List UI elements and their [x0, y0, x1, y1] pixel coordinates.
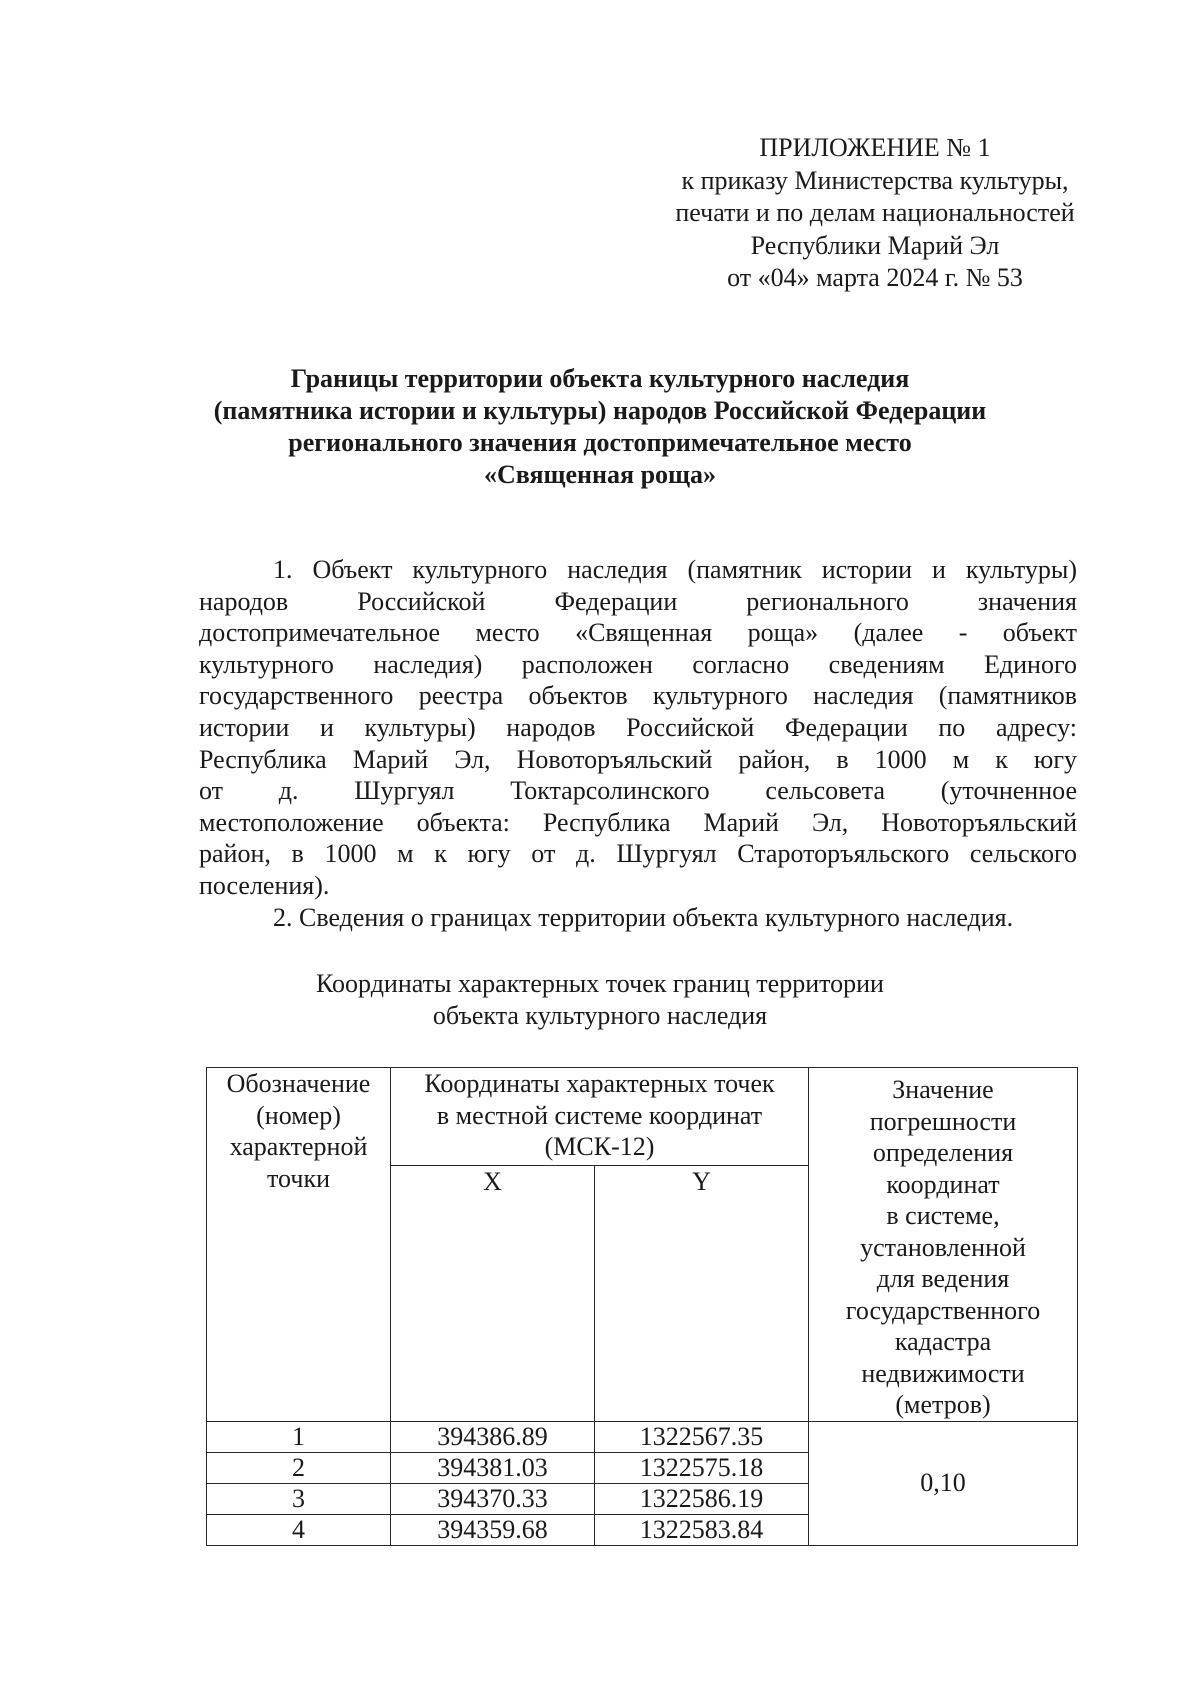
header-x: X: [391, 1165, 595, 1421]
table-caption: [250, 968, 950, 1032]
header-accuracy-line: (метров): [895, 1390, 991, 1419]
paragraph-2: 2. Сведения о границах территории объекта культурного наследия.: [273, 902, 1014, 932]
title-line: Границы территории объекта культурного наследия: [290, 364, 910, 393]
appendix-header: [640, 132, 1110, 295]
paragraph-1-line: поселения).: [199, 870, 330, 900]
paragraph-1-line: 1. Объект культурного наследия (памятник истории и культуры): [273, 555, 1077, 584]
header-accuracy: [809, 1068, 1078, 1422]
paragraph-1-line: достопримечательное место «Священная роща» (далее - объект: [199, 618, 1077, 648]
header-accuracy-line: координат: [886, 1169, 1000, 1199]
table-row: [207, 1421, 1078, 1452]
cell-point: 2: [207, 1452, 391, 1483]
cell-x: 394359.68: [391, 1514, 595, 1545]
paragraph-1-line: местоположение объекта: Республика Марий Эл, Новоторъяльский: [199, 807, 1077, 837]
cell-y: 1322567.35: [595, 1421, 809, 1452]
paragraph-1-line: истории и культуры) народов Российской Федерации по адресу:: [199, 712, 1077, 742]
header-accuracy-line: для ведения: [876, 1264, 1010, 1293]
header-accuracy-line: определения: [872, 1138, 1014, 1167]
appendix-order-line: к приказу Министерства культуры,: [681, 165, 1069, 195]
cell-point: 1: [207, 1421, 391, 1452]
header-coordinates-line: (МСК-12): [544, 1132, 655, 1161]
header-coordinates-line: Координаты характерных точек: [424, 1069, 775, 1098]
cell-y: 1322575.18: [595, 1452, 809, 1483]
document-title: [150, 363, 1050, 491]
paragraph-1-line: от д. Шургуял Токтарсолинского сельсовета (уточненное: [199, 776, 1077, 806]
title-line: регионального значения достопримечательное место: [288, 428, 912, 457]
cell-point: 4: [207, 1514, 391, 1545]
header-accuracy-line: Значение: [892, 1075, 994, 1104]
header-point-line: Обозначение: [226, 1069, 371, 1098]
header-point: [207, 1068, 391, 1422]
paragraph-1-line: государственного реестра объектов культурного наследия (памятников: [199, 681, 1077, 711]
appendix-number: ПРИЛОЖЕНИЕ № 1: [759, 133, 991, 162]
header-accuracy-line: государственного: [845, 1295, 1041, 1325]
paragraph-1-line: культурного наследия) расположен согласно сведениям Единого: [199, 649, 1077, 679]
header-point-line: точки: [267, 1163, 330, 1193]
header-accuracy-line: кадастра: [894, 1327, 992, 1356]
cell-x: 394381.03: [391, 1452, 595, 1483]
table-caption-line: объекта культурного наследия: [432, 1001, 768, 1030]
body-text: [199, 554, 1077, 933]
appendix-date-line: от «04» марта 2024 г. № 53: [727, 263, 1023, 292]
paragraph-1-line: район, в 1000 м к югу от д. Шургуял Староторъяльского сельского: [199, 839, 1077, 869]
header-accuracy-line: погрешности: [869, 1106, 1017, 1136]
title-line: «Священная роща»: [484, 460, 716, 489]
header-point-line: (номер): [256, 1100, 341, 1130]
cell-y: 1322586.19: [595, 1483, 809, 1514]
paragraph-1-line: народов Российской Федерации регионального значения: [199, 586, 1077, 616]
header-coordinates-line: в местной системе координат: [436, 1100, 763, 1130]
paragraph-1-line: Республика Марий Эл, Новоторъяльский район, в 1000 м к югу: [199, 744, 1077, 774]
header-accuracy-line: в системе,: [886, 1201, 1000, 1230]
header-point-line: характерной: [229, 1132, 368, 1161]
cell-y: 1322583.84: [595, 1514, 809, 1545]
appendix-republic-line: Республики Марий Эл: [750, 230, 1000, 260]
header-y: Y: [595, 1165, 809, 1421]
coordinates-table: [206, 1067, 1078, 1546]
table-caption-line: Координаты характерных точек границ территории: [316, 969, 884, 998]
title-line: (памятника истории и культуры) народов Российской Федерации: [213, 396, 987, 425]
header-accuracy-line: установленной: [860, 1232, 1026, 1262]
appendix-ministry-line: печати и по делам национальностей: [675, 198, 1075, 227]
cell-x: 394386.89: [391, 1421, 595, 1452]
cell-x: 394370.33: [391, 1483, 595, 1514]
header-coordinates: [391, 1068, 809, 1166]
cell-accuracy: 0,10: [809, 1421, 1078, 1545]
cell-point: 3: [207, 1483, 391, 1514]
table-header-row: [207, 1068, 1078, 1166]
header-accuracy-line: недвижимости: [861, 1358, 1025, 1388]
